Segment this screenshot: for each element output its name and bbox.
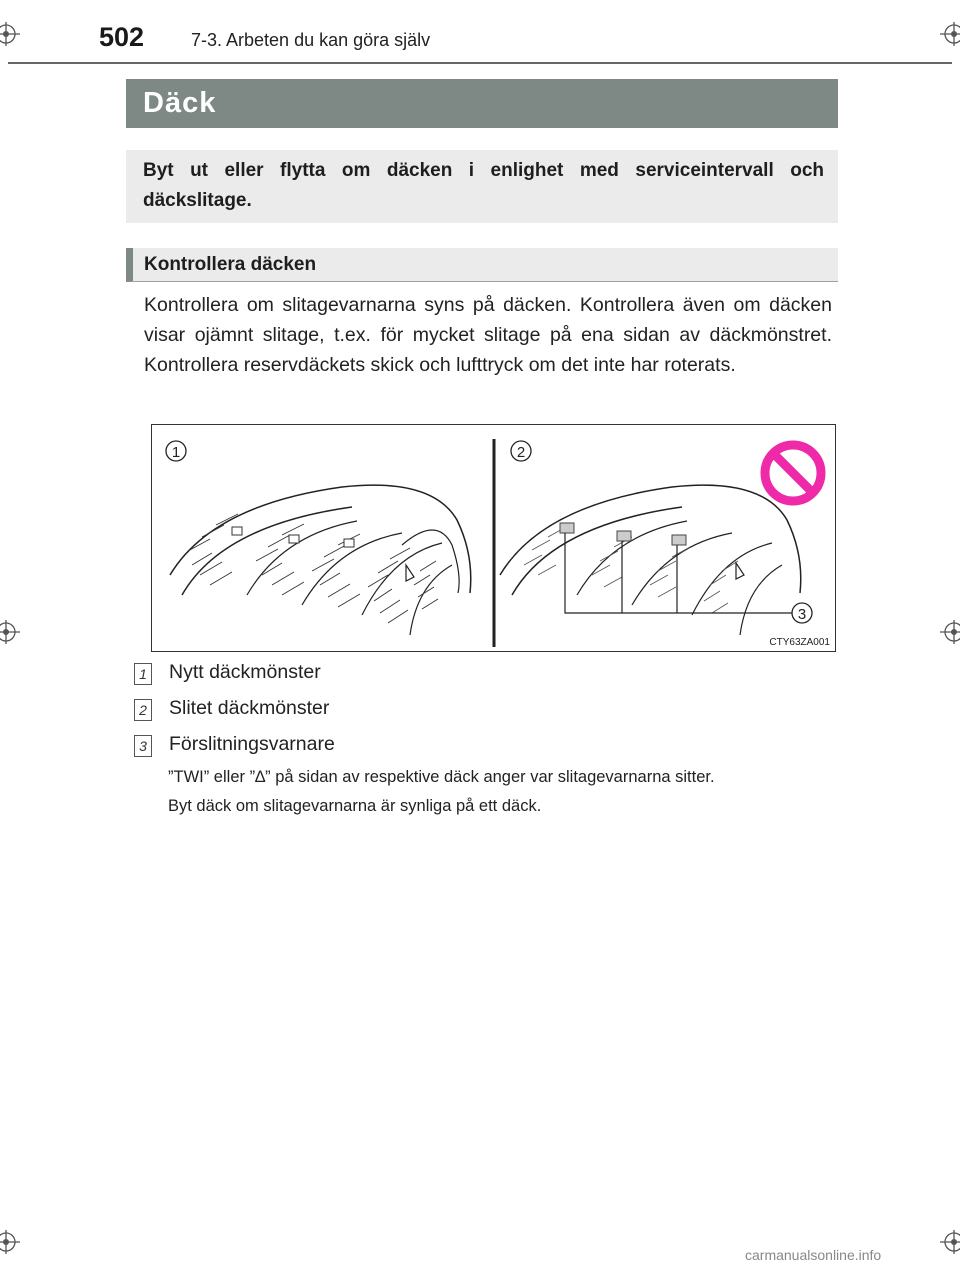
legend-number: 3 <box>134 735 152 757</box>
note-replace: Byt däck om slitagevarnarna är synliga på ett däck. <box>168 797 542 815</box>
worn-tire-drawing <box>500 485 801 635</box>
callout-3-label: 3 <box>797 606 807 623</box>
registration-mark-top-left <box>0 14 40 54</box>
note-twi: ”TWI” eller ”∆” på sidan av respektive däck anger var slitagevarnarna sitter. <box>168 768 715 786</box>
registration-mark-mid-left <box>0 612 40 652</box>
legend-text: Slitet däckmönster <box>169 697 330 719</box>
callout-1-label: 1 <box>171 444 181 461</box>
legend-number: 2 <box>134 699 152 721</box>
registration-mark-mid-right <box>920 612 960 652</box>
registration-mark-top-right <box>920 14 960 54</box>
legend-text: Nytt däckmönster <box>169 661 321 683</box>
subheading: Kontrollera däcken <box>126 248 838 282</box>
body-paragraph: Kontrollera om slitagevarnarna syns på däcken. Kontrollera även om däcken visar ojämnt slitage, t.ex. för mycket slitage på ena sidan av däckmönstret. Kontrollera reservdäckets skick och lufttryck om det inte har roterats. <box>144 294 832 376</box>
header-rule <box>8 62 952 64</box>
page-title: Däck <box>126 79 838 128</box>
figure-code: CTY63ZA001 <box>769 637 830 648</box>
intro-box: Byt ut eller flytta om däcken i enlighet med serviceintervall och däckslitage. <box>126 150 838 223</box>
tire-drawing <box>152 425 835 651</box>
registration-mark-bottom-left <box>0 1222 40 1262</box>
prohibition-icon <box>765 445 821 501</box>
page-number: 502 <box>99 22 145 52</box>
registration-mark-bottom-right <box>920 1222 960 1262</box>
new-tire-drawing <box>170 485 471 635</box>
section-path: 7-3. Arbeten du kan göra själv <box>191 30 431 50</box>
footer-watermark: carmanualsonline.info <box>745 1247 882 1263</box>
tire-illustration <box>151 424 836 652</box>
callout-2-label: 2 <box>516 444 526 461</box>
legend-number: 1 <box>134 663 152 685</box>
legend-text: Förslitningsvarnare <box>169 733 335 755</box>
